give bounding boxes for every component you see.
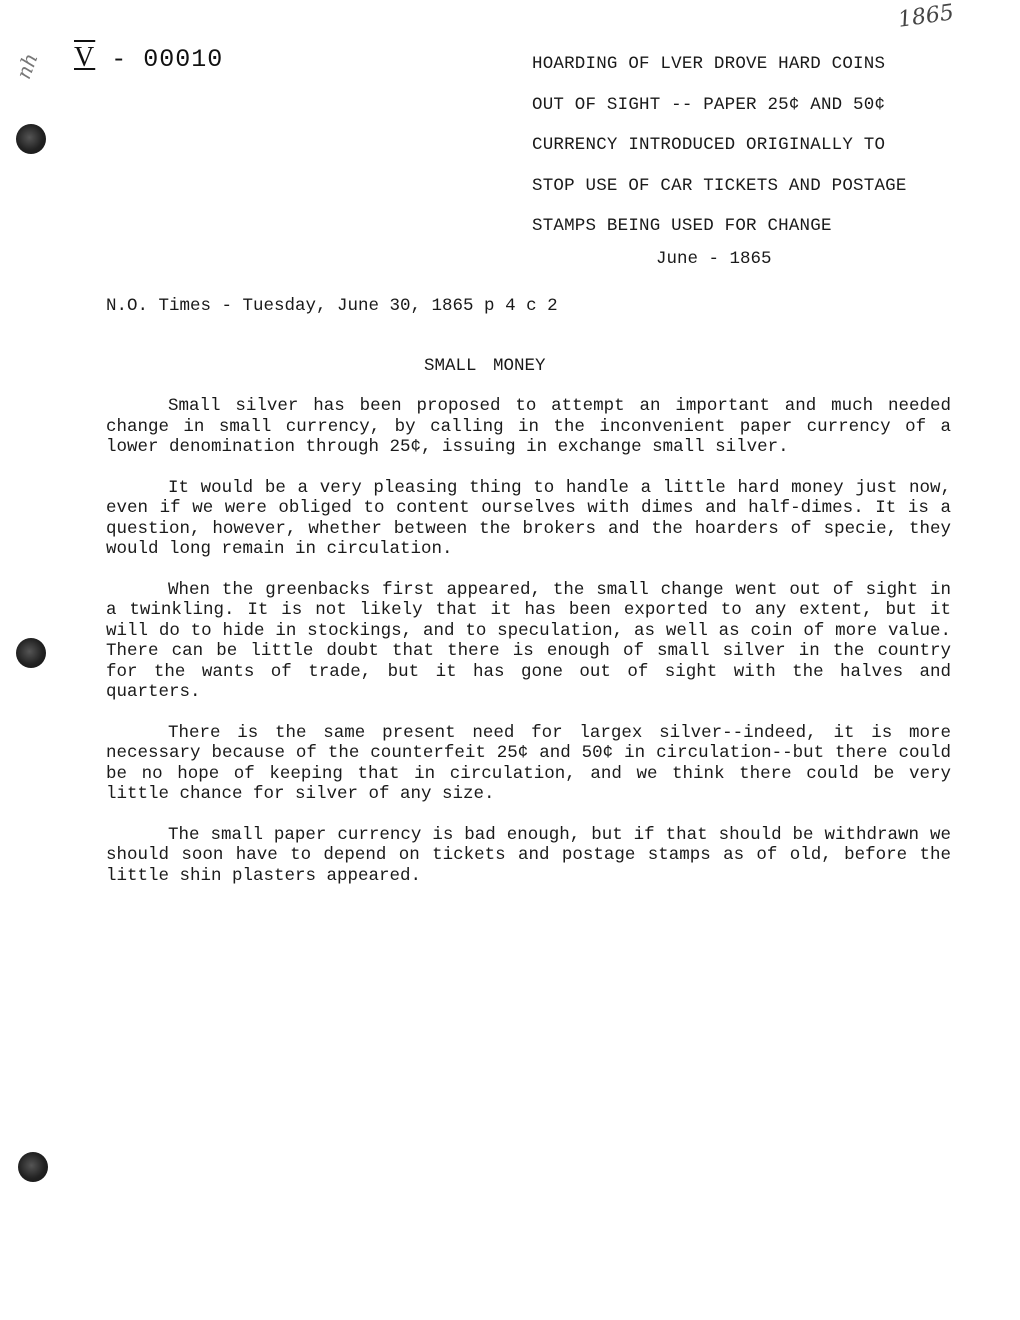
article-paragraph: The small paper currency is bad enough, but if that should be withdrawn we should soon have to depend on tickets and postage stamps as of old, before the little shin plasters appeared. — [106, 824, 951, 886]
header-line: OUT OF SIGHT -- PAPER 25¢ AND 50¢ — [532, 94, 886, 115]
article-paragraph: It would be a very pleasing thing to handle a little hard money just now, even if we were obliged to content ourselves with dimes and half-dimes. It is a question, however, whether between the brokers and the hoarders of specie, they would long remain in circulation. — [106, 477, 951, 559]
article-body — [106, 396, 951, 906]
punch-hole-bottom — [18, 1152, 48, 1182]
article-title: SMALL MONEY — [424, 356, 546, 376]
header-date: June - 1865 — [656, 249, 772, 269]
header-summary — [532, 44, 992, 247]
handwritten-year: 1865 — [896, 0, 956, 33]
punch-hole-middle — [16, 638, 46, 668]
header-line: STOP USE OF CAR TICKETS AND POSTAGE — [532, 175, 907, 196]
file-number-roman: V — [74, 42, 96, 73]
file-number-digits: - 00010 — [111, 45, 224, 74]
handwritten-margin-mark: nh — [11, 49, 43, 83]
punch-hole-top — [16, 124, 46, 154]
header-line: STAMPS BEING USED FOR CHANGE — [532, 216, 832, 236]
file-number — [74, 42, 223, 74]
article-paragraph: When the greenbacks first appeared, the small change went out of sight in a twinkling. It is not likely that it has been exported to any extent, but it will do to hide in stockings, and to speculation, as well as coin of more value. There can be little doubt that there is enough of small silver in the country for the wants of trade, but it has gone out of sight with the halves and quarters. — [106, 579, 951, 702]
source-citation: N.O. Times - Tuesday, June 30, 1865 p 4 c 2 — [106, 296, 558, 316]
header-line: HOARDING OF LVER DROVE HARD COINS — [532, 54, 886, 74]
article-paragraph: Small silver has been proposed to attempt an important and much needed change in small currency, by calling in the inconvenient paper currency of a lower denomination through 25¢, issuing in exchange small silver. — [106, 396, 951, 457]
article-paragraph: There is the same present need for largex silver--indeed, it is more necessary because of the counterfeit 25¢ and 50¢ in circulation--but there could be no hope of keeping that in circulation, and we think there could be very little chance for silver of any size. — [106, 722, 951, 804]
header-line: CURRENCY INTRODUCED ORIGINALLY TO — [532, 135, 886, 155]
